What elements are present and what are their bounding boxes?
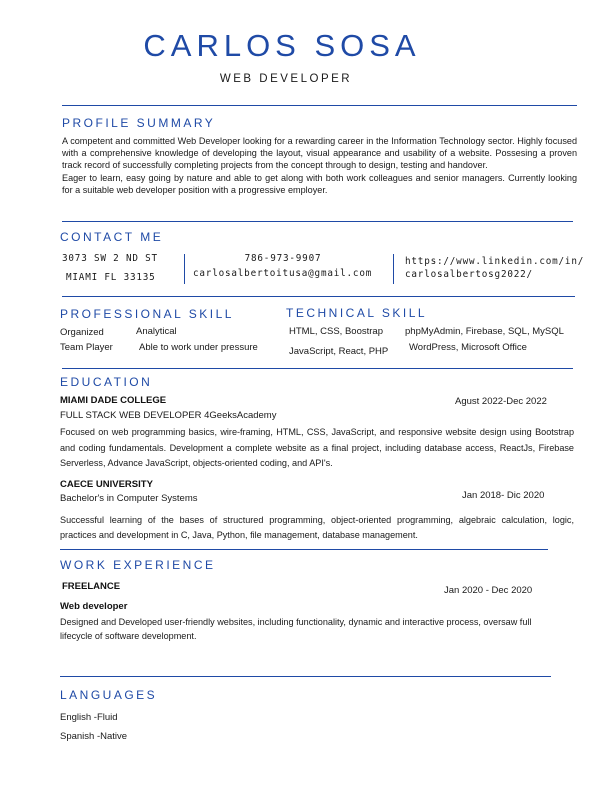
technical-skill-heading: TECHNICAL SKILL <box>286 306 428 320</box>
work-company: FREELANCE <box>62 581 121 592</box>
work-experience-heading: WORK EXPERIENCE <box>60 558 216 572</box>
profile-divider <box>62 221 573 222</box>
education-divider <box>60 549 548 550</box>
education-description: Successful learning of the bases of structured programming, object-oriented programming, algebraic calculation, logic, practices and development in C, Java, Python, file management, database management. <box>60 515 574 540</box>
work-role: Web developer <box>60 601 128 612</box>
skill-item: phpMyAdmin, Firebase, SQL, MySQL <box>405 326 564 337</box>
header-divider <box>62 105 577 106</box>
education-description: Focused on web programming basics, wire-framing, HTML, CSS, JavaScript, and responsive website design using Bootstrap and coding fundamentals. Development a complete website as a final project, including database access, ReactJs, Firebase Serverless, Advance JavaScript, objects-oriented coding, and API's. <box>60 427 574 468</box>
education-dates: Agust 2022-Dec 2022 <box>455 396 547 407</box>
address-line-1: 3073 SW 2 ND ST <box>62 253 158 264</box>
contact-divider <box>62 296 575 297</box>
skill-item: Organized <box>60 327 104 338</box>
phone-number: 786-973-9907 <box>244 253 322 264</box>
profile-summary-text <box>62 135 577 196</box>
email-link[interactable]: carlosalbertoitusa@gmail.com <box>193 268 373 279</box>
education-program: Bachelor's in Computer Systems <box>60 493 198 504</box>
skill-item: WordPress, Microsoft Office <box>409 342 527 353</box>
candidate-name: CARLOS SOSA <box>143 28 421 63</box>
skill-item: Analytical <box>136 326 177 337</box>
work-dates: Jan 2020 - Dec 2020 <box>444 585 533 596</box>
contact-separator-2 <box>393 254 394 284</box>
professional-skill-heading: PROFESSIONAL SKILL <box>60 307 234 321</box>
profile-summary-heading: PROFILE SUMMARY <box>62 116 216 130</box>
skill-item: Team Player <box>60 342 113 353</box>
education-heading: EDUCATION <box>60 375 153 389</box>
skills-divider <box>62 368 573 369</box>
linkedin-link-line-1[interactable]: https://www.linkedin.com/in/ <box>405 256 585 267</box>
education-dates: Jan 2018- Dic 2020 <box>462 490 545 501</box>
skill-item: Able to work under pressure <box>139 342 258 353</box>
work-divider <box>60 676 551 677</box>
languages-heading: LANGUAGES <box>60 688 158 702</box>
contact-separator-1 <box>184 254 185 284</box>
profile-summary-paragraph-2: Eager to learn, easy going by nature and able to get along with both work colleagues and senior managers. Currently looking for a suitable web developer position with a progressive employer. <box>62 172 577 195</box>
profile-summary-paragraph-1: A competent and committed Web Developer looking for a rewarding career in the Information Technology sector. Highly focused with a comprehensive knowledge of developing the layout, visual appearance and usability of a website. Possesing a proven track record of successfully completing projects from the concept through to design, testing and handover. <box>62 136 577 171</box>
contact-heading: CONTACT ME <box>60 230 164 244</box>
skill-item: JavaScript, React, PHP <box>289 346 389 357</box>
work-description: Designed and Developed user-friendly websites, including functionality, dynamic and interactive process, oversaw full lifecycle of software development. <box>60 617 532 641</box>
job-title: WEB DEVELOPER <box>219 73 353 85</box>
address-line-2: MIAMI FL 33135 <box>66 272 156 283</box>
education-program: FULL STACK WEB DEVELOPER 4GeeksAcademy <box>60 410 277 421</box>
language-item: English -Fluid <box>60 712 118 723</box>
language-item: Spanish -Native <box>60 731 128 742</box>
education-school: CAECE UNIVERSITY <box>60 479 153 490</box>
education-school: MIAMI DADE COLLEGE <box>60 395 167 406</box>
linkedin-link-line-2[interactable]: carlosalbertosg2022/ <box>405 269 533 280</box>
skill-item: HTML, CSS, Boostrap <box>289 326 383 337</box>
